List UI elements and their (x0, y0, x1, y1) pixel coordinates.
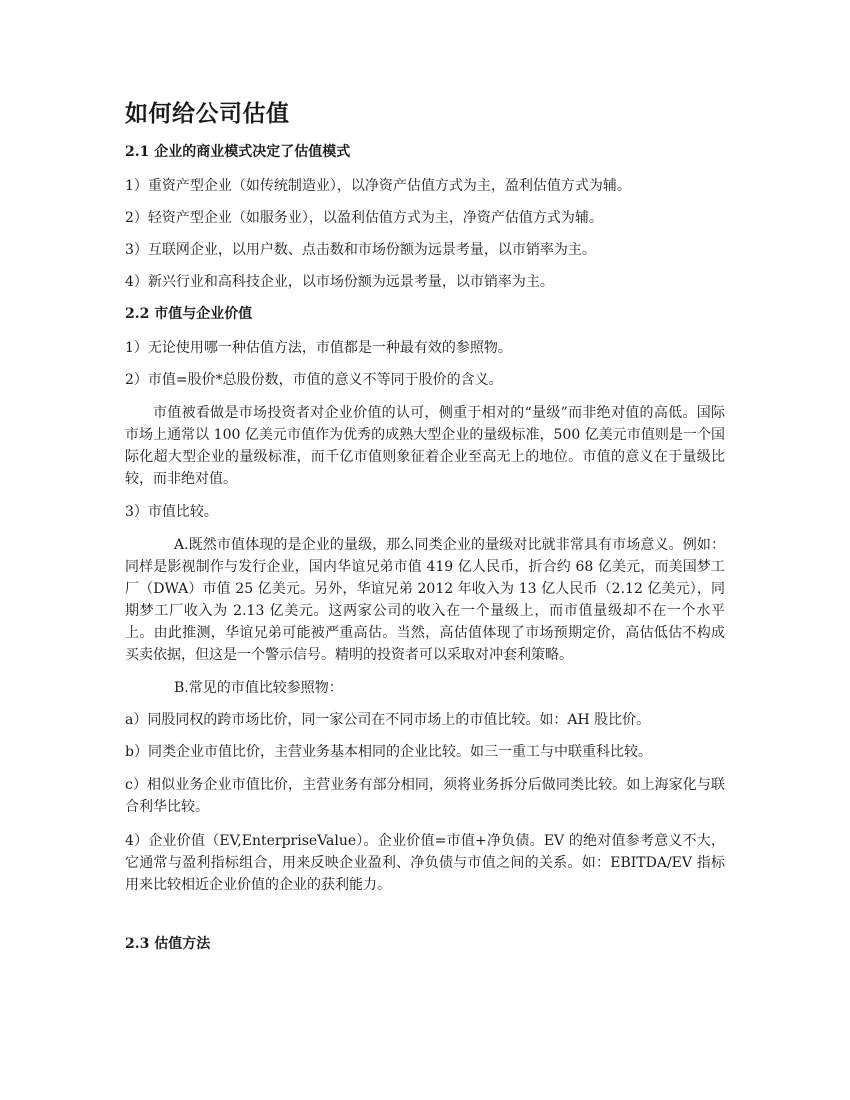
list-item: 1）重资产型企业（如传统制造业），以净资产估值方式为主，盈利估值方式为辅。 (125, 178, 631, 194)
list-item: 3）互联网企业，以用户数、点击数和市场份额为远景考量，以市销率为主。 (125, 242, 596, 258)
paragraph-b: B.常见的市值比较参照物： (174, 680, 343, 696)
paragraph-a: A.既然市值体现的是企业的量级，那么同类企业的量级对比就非常具有市场意义。例如：同样是影视制作与发行企业，国内华谊兄弟市值 419 亿人民币，折合约 68 亿美元，而美国梦工厂（DWA）市值 25 亿美元。另外，华谊兄弟 2012 年收入为 13 亿人民币（2.12 亿美元），同期梦工厂收入为 2.13 亿美元。这两家公司的收入在一个量级上，而市值量级却不在一个水平上。由此推测，华谊兄弟可能被严重高估。当然，高估值体现了市场预期定价，高估低估不构成买卖依据，但这是一个警示信号。精明的投资者可以采取对冲套利策略。 (125, 537, 725, 663)
list-item: 2）市值=股价*总股份数，市值的意义不等同于股价的含义。 (125, 372, 503, 388)
list-item: 4）新兴行业和高科技企业，以市场份额为远景考量，以市销率为主。 (125, 274, 554, 290)
spacer (125, 908, 725, 934)
sub-item-c: c）相似业务企业市值比价，主营业务有部分相同，须将业务拆分后做同类比较。如上海家化与联合利华比较。 (125, 777, 725, 815)
list-item: 2）轻资产型企业（如服务业），以盈利估值方式为主，净资产估值方式为辅。 (125, 210, 603, 226)
page-title: 如何给公司估值 (125, 100, 290, 127)
sub-item-b: b）同类企业市值比价，主营业务基本相同的企业比较。如三一重工与中联重科比较。 (125, 744, 652, 760)
sub-item-a: a）同股同权的跨市场比价，同一家公司在不同市场上的市值比较。如：AH 股比价。 (125, 712, 651, 728)
section-heading-2-3: 2.3 估值方法 (125, 936, 211, 952)
section-heading-2-1: 2.1 企业的商业模式决定了估值模式 (125, 144, 351, 160)
list-item: 1）无论使用哪一种估值方法，市值都是一种最有效的参照物。 (125, 340, 512, 356)
document-page (125, 96, 725, 968)
paragraph-market-cap: 市值被看做是市场投资者对企业价值的认可，侧重于相对的“量级”而非绝对值的高低。国际市场上通常以 100 亿美元市值作为优秀的成熟大型企业的量级标准，500 亿美元市值则是一个国际化超大型企业的量级标准，而千亿市值则象征着企业至高无上的地位。市值的意义在于量级比较，而非绝对值。 (125, 405, 725, 487)
section-heading-2-2: 2.2 市值与企业价值 (125, 306, 253, 322)
list-item: 4）企业价值（EV,EnterpriseValue）。企业价值=市值+净负债。EV 的绝对值参考意义不大，它通常与盈利指标组合，用来反映企业盈利、净负债与市值之间的关系。如：EBITDA/EV 指标用来比较相近企业价值的企业的获利能力。 (125, 833, 725, 893)
list-item: 3）市值比较。 (125, 504, 218, 520)
